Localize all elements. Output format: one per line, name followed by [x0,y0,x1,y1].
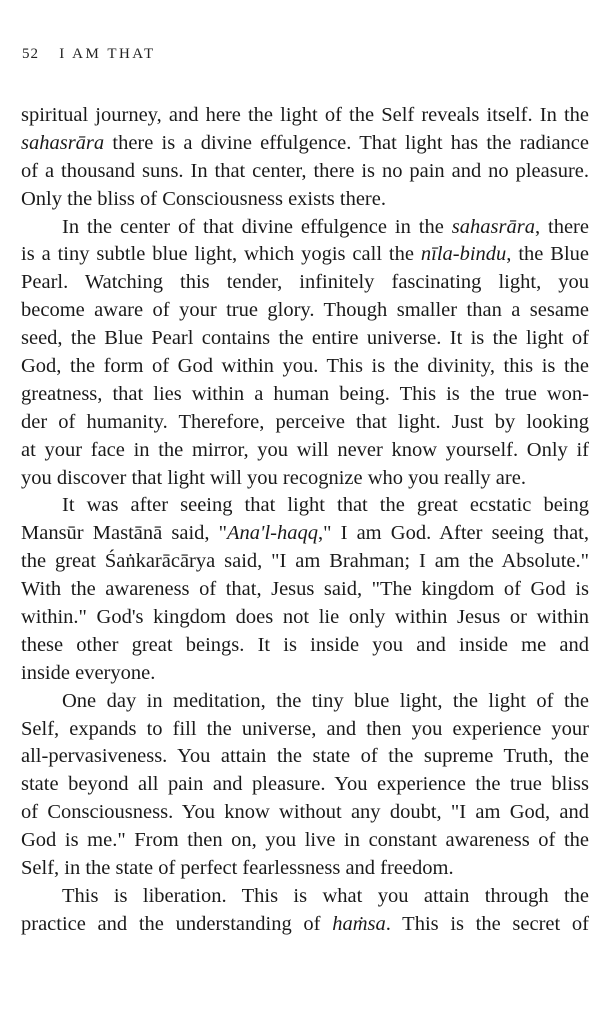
text-segment: Only the bliss of Consciousness exists there. [21,187,386,210]
italic-term: sahasrāra [21,131,105,154]
text-line [21,297,589,325]
text-line [21,102,589,130]
text-line [21,353,589,381]
running-header [22,46,156,63]
text-segment: Self, in the state of perfect fearlessness and freedom. [21,857,454,880]
text-line [21,855,589,883]
text-segment: within." God's kingdom does not lie only within Jesus or within [21,606,589,629]
text-segment: of a thousand suns. In that center, there is no pain and no pleasure. [21,159,589,182]
text-line [21,827,589,855]
text-segment: With the awareness of that, Jesus said, "The kingdom of God is [21,578,589,601]
text-line [21,492,589,520]
text-line [21,186,589,214]
text-segment: In the center of that divine effulgence in the [62,215,452,238]
italic-term: sahasrāra [451,215,535,238]
text-line [21,325,589,353]
text-segment: at your face in the mirror, you will never know yourself. Only if [21,438,589,461]
text-segment: , there [534,215,589,238]
text-line [21,409,589,437]
text-line [21,465,589,493]
text-line [21,548,589,576]
text-segment: This is liberation. This is what you attain through the [62,884,589,907]
italic-term: haṁsa [332,912,386,935]
text-segment: there is a divine effulgence. That light has the radiance [104,131,589,154]
body-text [21,102,589,939]
text-line [21,269,589,297]
text-segment: . This is the secret of [385,912,589,935]
text-segment: these other great beings. It is inside you and inside me and [21,633,589,656]
text-segment: spiritual journey, and here the light of the Self reveals itself. In the [21,104,589,126]
page-number: 52 [22,46,39,62]
text-segment: you discover that light will you recognize who you really are. [21,466,526,489]
text-line [21,743,589,771]
text-line [21,214,589,242]
italic-term: Ana'l-haqq [227,522,318,545]
text-line [21,688,589,716]
text-line [21,241,589,269]
text-line [21,520,589,548]
text-segment: It was after seeing that light that the great ecstatic being [62,494,589,517]
italic-term: nīla-bindu [420,243,507,266]
text-segment: der of humanity. Therefore, perceive that light. Just by looking [21,410,589,433]
text-line [21,158,589,186]
text-line [21,130,589,158]
text-segment: Mansūr Mastānā said, " [21,522,228,545]
text-segment: the great Śaṅkarācārya said, "I am Brahman; I am the Absolute." [21,550,589,573]
text-line [21,437,589,465]
text-segment: God, the form of God within you. This is the divinity, this is the [21,355,589,378]
text-segment: God is me." From then on, you live in constant awareness of the [21,829,589,852]
running-title: I AM THAT [59,46,156,62]
text-segment: Pearl. Watching this tender, infinitely fascinating light, you [21,271,589,294]
text-segment: state beyond all pain and pleasure. You experience the true bliss [21,773,589,796]
text-line [21,660,589,688]
text-line [21,883,589,911]
text-segment: is a tiny subtle blue light, which yogis call the [21,243,421,266]
text-segment: ," I am God. After seeing that, [317,522,589,545]
text-line [21,381,589,409]
text-segment: practice and the understanding of [21,912,333,935]
text-segment: all-pervasiveness. You attain the state of the supreme Truth, the [21,745,589,768]
text-segment: of Consciousness. You know without any doubt, "I am God, and [21,801,589,824]
text-line [21,799,589,827]
text-line [21,576,589,604]
text-line [21,716,589,744]
text-segment: become aware of your true glory. Though smaller than a sesame [21,299,589,322]
text-segment: seed, the Blue Pearl contains the entire universe. It is the light of [21,327,589,350]
text-line [21,604,589,632]
text-segment: , the Blue [506,243,589,266]
text-segment: Self, expands to fill the universe, and then you experience your [21,717,589,740]
text-segment: greatness, that lies within a human being. This is the true won- [21,382,589,405]
text-segment: One day in meditation, the tiny blue light, the light of the [62,689,589,712]
text-segment: inside everyone. [21,661,156,684]
text-line [21,632,589,660]
text-line [21,911,589,939]
text-line [21,771,589,799]
